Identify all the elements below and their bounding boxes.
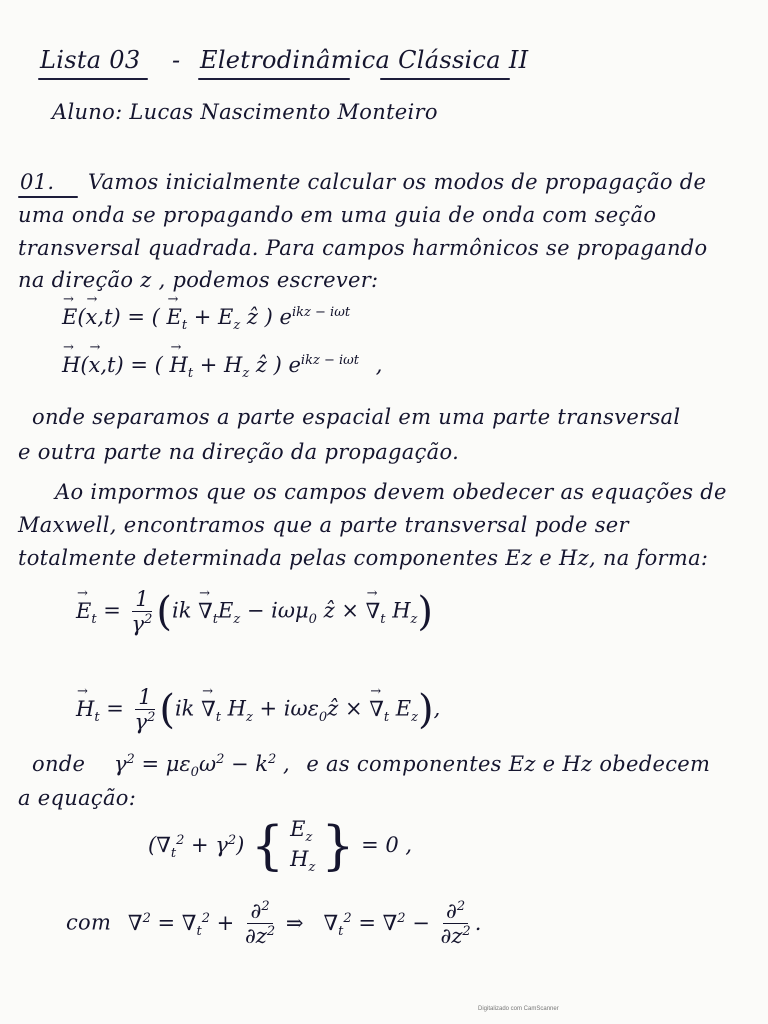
text-line-1: Vamos inicialmente calcular os modos de propagação de bbox=[88, 170, 707, 194]
course-underline-2 bbox=[380, 78, 510, 80]
text-line-8: Maxwell, encontramos que a parte transversal pode ser bbox=[18, 513, 629, 537]
scanner-footer: Digitalizado com CamScanner bbox=[478, 1006, 559, 1012]
list-title: Lista 03 bbox=[40, 46, 141, 74]
question-number: 01. bbox=[20, 170, 55, 194]
ht-equation: → $H_t$ = $\frac{1}{\gamma^2}$ ($ik \to \nabla_t$ $H_z$ + iωε$_0$ẑ × → $\nabla_t$ $E_z$), bbox=[76, 686, 440, 734]
h-field-equation: → H(→ x,t) = ( → $H_t + H_z$ ẑ ) $e^{ikz - i\omega t}$ , bbox=[62, 353, 382, 381]
list-title-underline bbox=[38, 78, 148, 80]
equation-label: a equação: bbox=[18, 786, 137, 810]
title-dash: - bbox=[172, 46, 181, 74]
gamma-definition: onde $\gamma^2 = \mu\varepsilon_0\omega^2 - k^2$ , e as componentes Ez e Hz obedecem bbox=[32, 752, 711, 781]
e-field-equation: → E(→ x,t) = ( → $E_t + E_z$ ẑ ) $e^{ikz - i\omega t}$ bbox=[62, 305, 350, 333]
text-line-5: onde separamos a parte espacial em uma parte transversal bbox=[32, 405, 681, 429]
course-title: Eletrodinâmica Clássica II bbox=[200, 46, 529, 74]
text-line-2: uma onda se propagando em uma guia de onda com seção bbox=[18, 203, 657, 227]
course-underline-1 bbox=[198, 78, 350, 80]
laplacian-relation: com $\nabla^2 = \nabla_t^2$ + $\frac{\partial^2}{\partial z^2}$ ⇒ $\nabla_t^2 = \nabla^2$ − $\frac{\partial^2}{\partial z^2}$ . bbox=[66, 899, 482, 949]
text-line-6: e outra parte na direção da propagação. bbox=[18, 440, 460, 464]
helmholtz-equation: $(\nabla_t^2 + \gamma^2)$ { $E_z$ $H_z$ } = 0 , bbox=[148, 816, 413, 877]
et-equation: → $E_t$ = $\frac{1}{\gamma^2}$ ($ik \to \nabla_tE_z - i\omega\mu_0$ ẑ × → $\nabla_t$ $H_z$) bbox=[76, 588, 433, 636]
question-number-underline bbox=[18, 196, 78, 198]
text-line-3: transversal quadrada. Para campos harmônicos se propagando bbox=[18, 236, 708, 260]
text-line-7: Ao impormos que os campos devem obedecer as equações de bbox=[55, 480, 727, 504]
text-line-4: na direção z , podemos escrever: bbox=[18, 268, 379, 292]
text-line-9: totalmente determinada pelas componentes Ez e Hz, na forma: bbox=[18, 546, 709, 570]
student-name: Aluno: Lucas Nascimento Monteiro bbox=[52, 100, 438, 124]
